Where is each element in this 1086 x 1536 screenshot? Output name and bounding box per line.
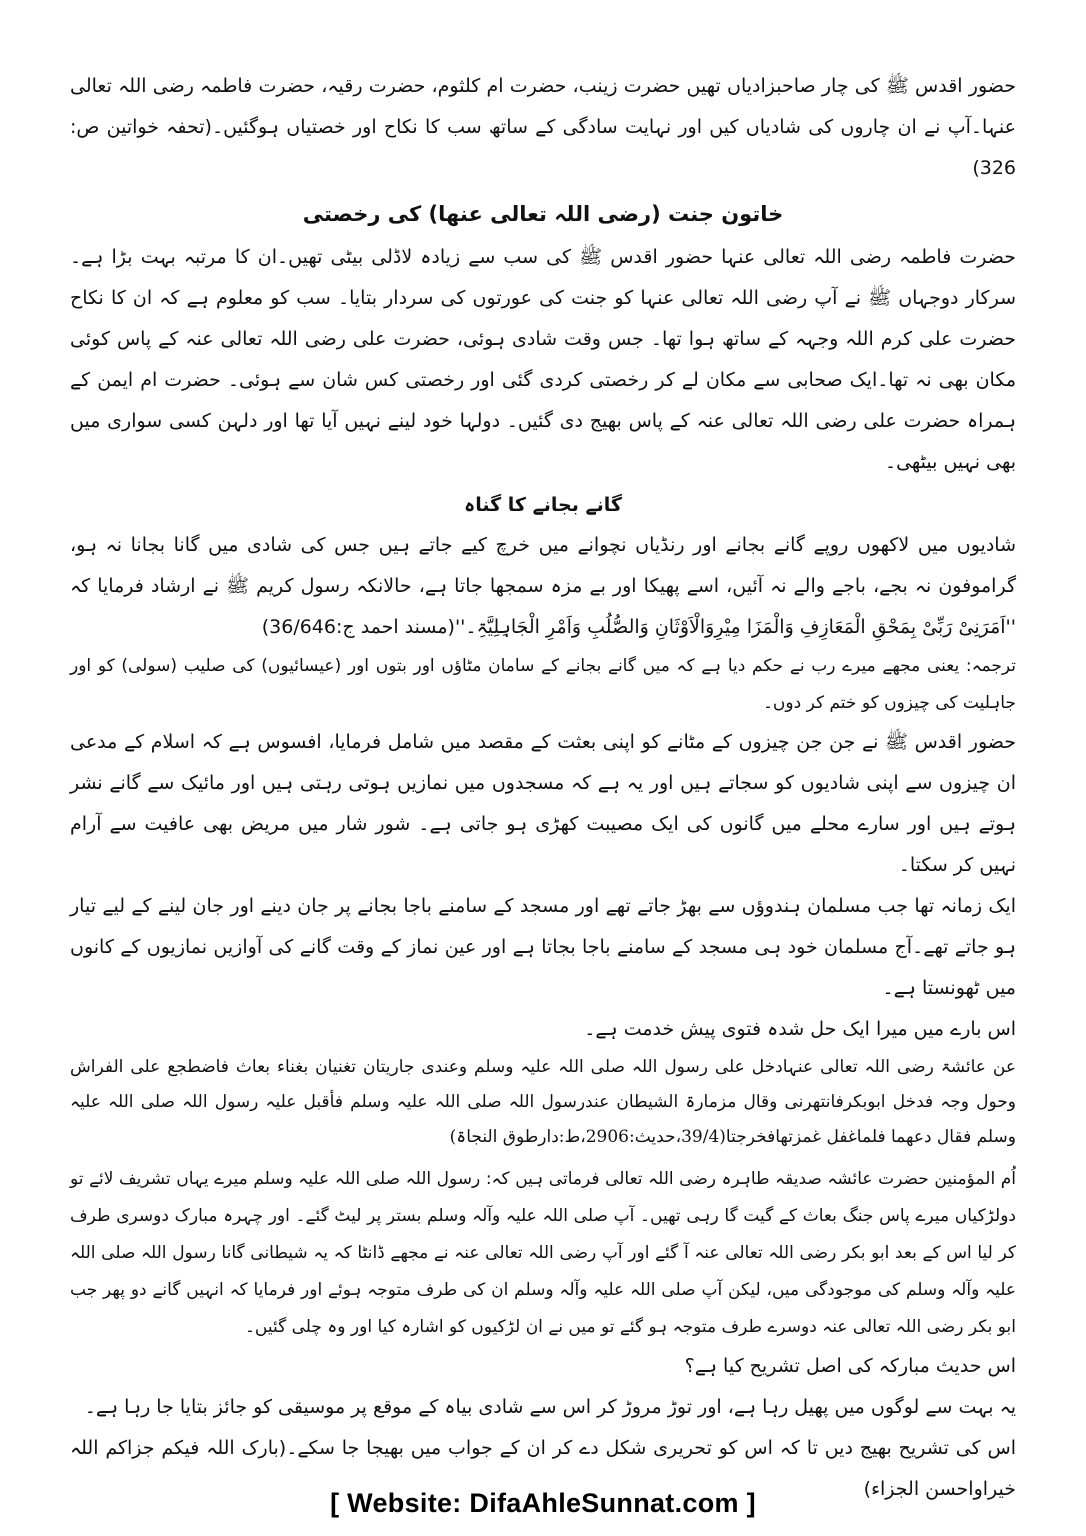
question-line: اس حدیث مبارکہ کی اصل تشریح کیا ہے؟	[684, 1355, 1016, 1377]
intro-paragraph: حضور اقدس ﷺ کی چار صاحبزادیاں تھیں حضرت زینب، حضرت ام کلثوم، حضرت رقیہ، حضرت فاطمہ رضی اللہ تعالی عنہا۔آپ نے ان چاروں کی شادیاں کیں اور نہایت سادگی کے ساتھ سب کا نکاح اور خصتیاں ہوگئیں۔(تحفہ خواتین ص: 326)	[70, 75, 1016, 179]
mission-paragraph: حضور اقدس ﷺ نے جن جن چیزوں کے مٹانے کو اپنی بعثت کے مقصد میں شامل فرمایا، افسوس ہے کہ اسلام کے مدعی ان چیزوں سے اپنی شادیوں کو سجاتے ہیں اور یہ ہے کہ مسجدوں میں نمازیں ہوتی رہتی ہیں اور مائیک سے گانے نشر ہوتے ہیں اور سارے محلے میں گانوں کی ایک مصیبت کھڑی ہو جاتی ہے۔ شور شار میں مریض بھی عافیت سے آرام نہیں کر سکتا۔	[70, 731, 1016, 876]
music-paragraph: شادیوں میں لاکھوں روپے گانے بجانے اور رنڈیاں نچوانے میں خرچ کیے جاتے ہیں جس کی شادی میں گانا بجانا نہ ہو، گراموفون نہ بجے، باجے والے نہ آئیں، اسے پھیکا اور بے مزہ سمجھا جاتا ہے، حالانکہ رسول کریم ﷺ نے ارشاد فرمایا کہ ''اَمَرَنِیْ رَبِّیْ بِمَحْقِ الْمَعَازِفِ وَالْمَزَا مِیْرِوَالْاَوْثَانِ وَالصُّلُبِ وَاَمْرِ الْجَاہِلِیَّۃِ۔''(مسند احمد ج:36/646)	[70, 534, 1016, 638]
website-footer: [ Website: DifaAhleSunnat.com ]	[330, 1488, 756, 1518]
fatima-paragraph: حضرت فاطمہ رضی اللہ تعالی عنہا حضور اقدس ﷺ کی سب سے زیادہ لاڈلی بیٹی تھیں۔ان کا مرتبہ بہت بڑا ہے۔ سرکار دوجہاں ﷺ نے آپ رضی اللہ تعالی عنہا کو جنت کی عورتوں کی سردار بتایا۔ سب کو معلوم ہے کہ ان کا نکاح حضرت علی کرم اللہ وجہہ کے ساتھ ہوا تھا۔ جس وقت شادی ہوئی، حضرت علی رضی اللہ تعالی عنہ کے پاس کوئی مکان بھی نہ تھا۔ایک صحابی سے مکان لے کر رخصتی کردی گئی اور رخصتی کس شان سے ہوئی۔ حضرت ام ایمن کے ہمراہ حضرت علی رضی اللہ تعالی عنہ کے پاس بھیج دی گئیں۔ دولہا خود لینے نہیں آیا تھا اور دلہن کسی سواری میں بھی نہیں بیٹھی۔	[70, 246, 1016, 473]
history-paragraph: ایک زمانہ تھا جب مسلمان ہندوؤں سے بھڑ جاتے تھے اور مسجد کے سامنے باجا بجانے پر جان دینے اور جان لینے کے لیے تیار ہو جاتے تھے۔آج مسلمان خود ہی مسجد کے سامنے باجا بجاتا ہے اور عین نماز کے وقت گانے کی آوازیں نمازیوں کے کانوں میں ٹھونستا ہے۔	[70, 895, 1016, 999]
section-heading-music: گانے بجانے کا گناہ	[464, 494, 622, 516]
request-line: اس کی تشریح بھیج دیں تا کہ اس کو تحریری شکل دے کر ان کے جواب میں بھیجا جا سکے۔(بارک اللہ فیکم جزاکم اللہ خیراواحسن الجزاء)	[70, 1437, 1016, 1500]
fatwa-intro: اس بارے میں میرا ایک حل شدہ فتوی پیش خدمت ہے۔	[584, 1018, 1016, 1040]
section-heading-rukhsati: خاتون جنت (رضی اللہ تعالی عنھا) کی رخصتی	[302, 202, 784, 226]
hadith-translation: اُم المؤمنین حضرت عائشہ صدیقہ طاہرہ رضی اللہ تعالی فرماتی ہیں کہ: رسول اللہ صلی اللہ علیہ وسلم میرے یہاں تشریف لائے تو دولڑکیاں میرے پاس جنگ بعاث کے گیت گا رہی تھیں۔ آپ صلی اللہ علیہ وآلہ وسلم بستر پر لیٹ گئے۔ اور چہرہ مبارک دوسری طرف کر لیا اس کے بعد ابو بکر رضی اللہ تعالی عنہ آ گئے اور آپ رضی اللہ تعالی عنہ نے مجھے ڈانٹا کہ یہ شیطانی گانا رسول اللہ صلی اللہ علیہ وآلہ وسلم کی موجودگی میں، لیکن آپ صلی اللہ علیہ وآلہ وسلم ان کی طرف متوجہ ہوئے اور فرمایا کہ انہیں گانے دو پھر جب ابو بکر رضی اللہ تعالی عنہ دوسرے طرف متوجہ ہو گئے تو میں نے ان لڑکیوں کو اشارہ کیا اور وہ چلی گئیں۔	[70, 1169, 1016, 1337]
hadith-arabic: عن عائشۃ رضی اللہ تعالی عنہادخل علی رسول اللہ صلی اللہ علیہ وسلم وعندی جاریتان تغنیان بغناء بعاث فاضطجع علی الفراش وحول وجہ فدخل ابوبکرفانتھرنی وقال مزمارۃ الشیطان عندرسول اللہ صلی اللہ علیہ وسلم فأقبل علیہ رسول اللہ صلی اللہ علیہ وسلم فقال دعھما فلماغفل غمزتھافخرجتا(39/4،حدیث:2906،ط:دارطوق النجاۃ)	[70, 1057, 1016, 1147]
translation-paragraph: ترجمہ: یعنی مجھے میرے رب نے حکم دیا ہے کہ میں گانے بجانے کے سامان مٹاؤں اور بتوں اور (عیسائیوں) کی صلیب (سولی) کو اور جاہلیت کی چیزوں کو ختم کر دوں۔	[70, 656, 1016, 713]
spreading-line: یہ بہت سے لوگوں میں پھیل رہا ہے، اور توڑ مروڑ کر اس سے شادی بیاہ کے موقع پر موسیقی کو جائز بتایا جا رہا ہے۔	[84, 1396, 1016, 1418]
